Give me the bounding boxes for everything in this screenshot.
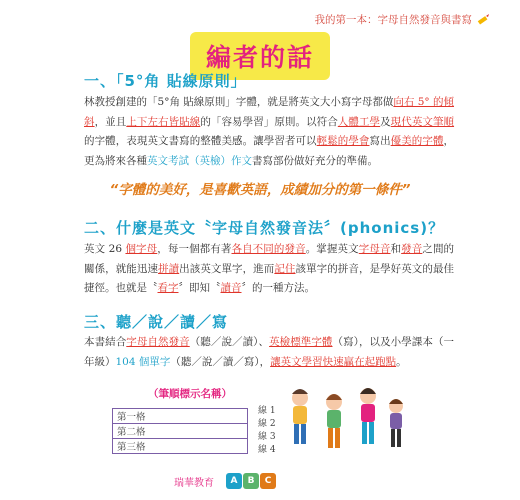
- stroke-grid-table: [112, 408, 248, 454]
- abc-logo: A B C: [226, 468, 284, 488]
- publisher-name: 瑞華教育: [174, 478, 214, 489]
- grid-row-label: 第三格: [113, 439, 248, 454]
- legend-title: （筆順標示名稱）: [148, 388, 232, 400]
- pencil-icon: [476, 13, 490, 27]
- section2-paragraph: 英文 26 個字母，每一個都有著各自不同的發音。掌握英文字母音和發音之間的關係，就能迅速拼讀出該英文單字，進而記住該單字的拼音，是學好英文的最佳捷徑。也就是〝看字〞即知〝讀音〞的一種方法。: [84, 243, 455, 294]
- running-header-text: 我的第一本：字母自然發音與書寫: [314, 14, 472, 26]
- page-title: 編者的話: [192, 34, 328, 78]
- line-label: 線 4: [258, 445, 276, 455]
- grid-row-label: 第一格: [113, 409, 248, 424]
- section2-heading: 二、什麼是英文〝字母自然發音法〞(phonics)？: [84, 219, 445, 237]
- line-label: 線 1: [258, 406, 276, 416]
- highlight-quote: “字體的美好，是喜歡英語，成績加分的第一條件”: [109, 182, 411, 198]
- running-header: [315, 12, 491, 27]
- section1-paragraph: 林教授創建的「5°角 貼線原則」字體，就是將英文大小寫字母都做向右 5° 的傾斜，並且上下左右皆貼線的「容易學習」原則。以符合人體工學及現代英文筆順的字體，表現英文書寫的整體美感。讓學習者可以輕鬆的學會寫出優美的字體，更為將來各種英文考試（英檢）作文書寫部份做好充分的準備。: [84, 96, 455, 167]
- section3-heading: 三、聽／說／讀／寫: [84, 313, 229, 331]
- kids-illustration: [278, 380, 410, 460]
- table-row: [113, 409, 248, 424]
- line-label: 線 3: [258, 432, 276, 442]
- line-label: 線 2: [258, 419, 276, 429]
- section3-paragraph: 本書結合字母自然發音（聽／說／讀）、英檢標準字體（寫），以及小學課本（一年級）104 個單字（聽／說／讀／寫），讓英文學習快速贏在起跑點。: [84, 336, 455, 368]
- table-row: [113, 424, 248, 439]
- table-row: [113, 439, 248, 454]
- grid-row-label: 第二格: [113, 424, 248, 439]
- section1-heading: 一、「5°角 貼線原則」: [84, 72, 247, 90]
